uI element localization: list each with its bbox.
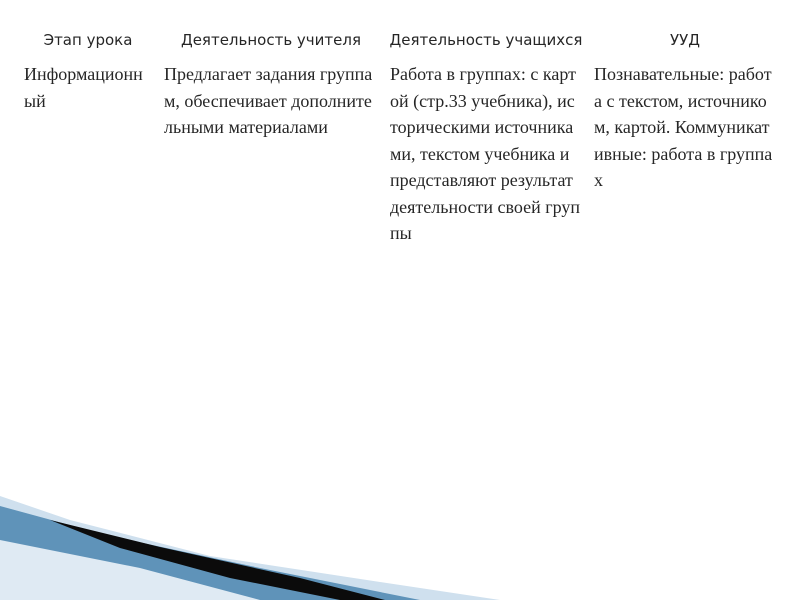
cell-uud: Познавательные: работа с текстом, источником, картой. Коммуникативные: работа в группах (594, 64, 773, 190)
header-student-activity: Деятельность учащихся (389, 31, 583, 49)
header-teacher-activity: Деятельность учителя (180, 31, 361, 49)
header-uud: УУД (670, 31, 700, 49)
cell-stage: Информационный (24, 64, 143, 111)
cell-student-activity: Работа в группах: с картой (стр.33 учебника), историческими источниками, текстом учебника и представляют результат деятельности своей группы (390, 64, 581, 243)
cell-teacher-activity: Предлагает задания группам, обеспечивает дополнительными материалами (164, 64, 373, 137)
header-stage: Этап урока (43, 31, 133, 49)
